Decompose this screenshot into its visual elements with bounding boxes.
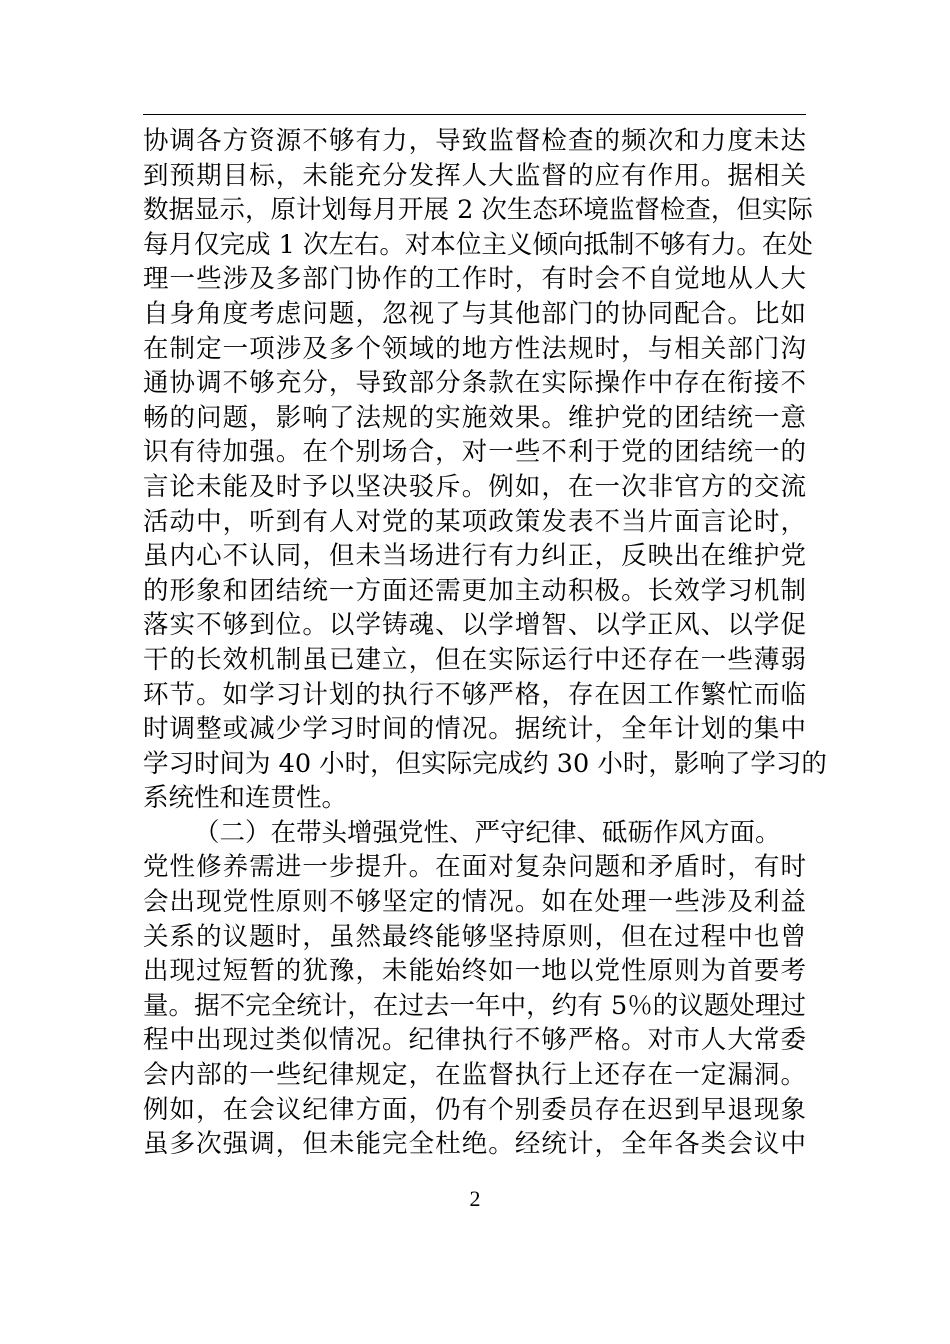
text-line: 识有待加强。在个别场合，对一些不利于党的团结统一的 [143,437,806,468]
text-line: 每月仅完成 1 次左右。对本位主义倾向抵制不够有力。在处 [143,229,813,260]
paragraph-end-line: 系统性和连贯性。 [143,783,348,814]
text-line: 数据显示，原计划每月开展 2 次生态环境监督检查，但实际 [143,195,813,226]
text-line: 环节。如学习计划的执行不够严格，存在因工作繁忙而临 [143,679,806,710]
text-line: 协调各方资源不够有力，导致监督检查的频次和力度未达 [143,126,806,156]
text-line: 在制定一项涉及多个领域的地方性法规时，与相关部门沟 [143,333,806,364]
text-line: 量。据不完全统计，在过去一年中，约有 5％的议题处理过 [143,990,806,1021]
text-line: 虽内心不认同，但未当场进行有力纠正，反映出在维护党 [143,541,806,572]
text-line: 畅的问题，影响了法规的实施效果。维护党的团结统一意 [143,402,806,433]
text-line: 虽多次强调，但未能完全杜绝。经统计，全年各类会议中 [143,1129,806,1160]
text-line: 活动中，听到有人对党的某项政策发表不当片面言论时， [143,506,806,537]
text-line: 落实不够到位。以学铸魂、以学增智、以学正风、以学促 [143,610,806,641]
text-line: 关系的议题时，虽然最终能够坚持原则，但在过程中也曾 [143,921,806,952]
text-line: 学习时间为 40 小时，但实际完成约 30 小时，影响了学习的 [143,748,827,779]
text-line: 通协调不够充分，导致部分条款在实际操作中存在衔接不 [143,368,806,399]
text-line: 言论未能及时予以坚决驳斥。例如，在一次非官方的交流 [143,471,806,502]
header-rule [143,114,806,115]
text-line: 理一些涉及多部门协作的工作时，有时会不自觉地从人大 [143,264,806,295]
text-line: 会出现党性原则不够坚定的情况。如在处理一些涉及利益 [143,887,806,918]
text-line: 干的长效机制虽已建立，但在实际运行中还存在一些薄弱 [143,644,806,675]
text-line: 的形象和团结统一方面还需更加主动积极。长效学习机制 [143,575,806,606]
document-body [143,124,827,1162]
text-line: 出现过短暂的犹豫，未能始终如一地以党性原则为首要考 [143,956,806,987]
page-number: 2 [469,1186,481,1211]
text-line: 自身角度考虑问题，忽视了与其他部门的协同配合。比如 [143,298,806,329]
text-line: 时调整或减少学习时间的情况。据统计，全年计划的集中 [143,714,806,745]
section-heading: （二）在带头增强党性、严守纪律、砥砺作风方面。 [194,817,781,848]
text-line: 到预期目标，未能充分发挥人大监督的应有作用。据相关 [143,160,806,191]
text-line: 党性修养需进一步提升。在面对复杂问题和矛盾时，有时 [143,852,806,883]
text-line: 例如，在会议纪律方面，仍有个别委员存在迟到早退现象 [143,1094,806,1125]
text-line: 会内部的一些纪律规定，在监督执行上还存在一定漏洞。 [143,1060,806,1091]
text-line: 程中出现过类似情况。纪律执行不够严格。对市人大常委 [143,1025,806,1056]
